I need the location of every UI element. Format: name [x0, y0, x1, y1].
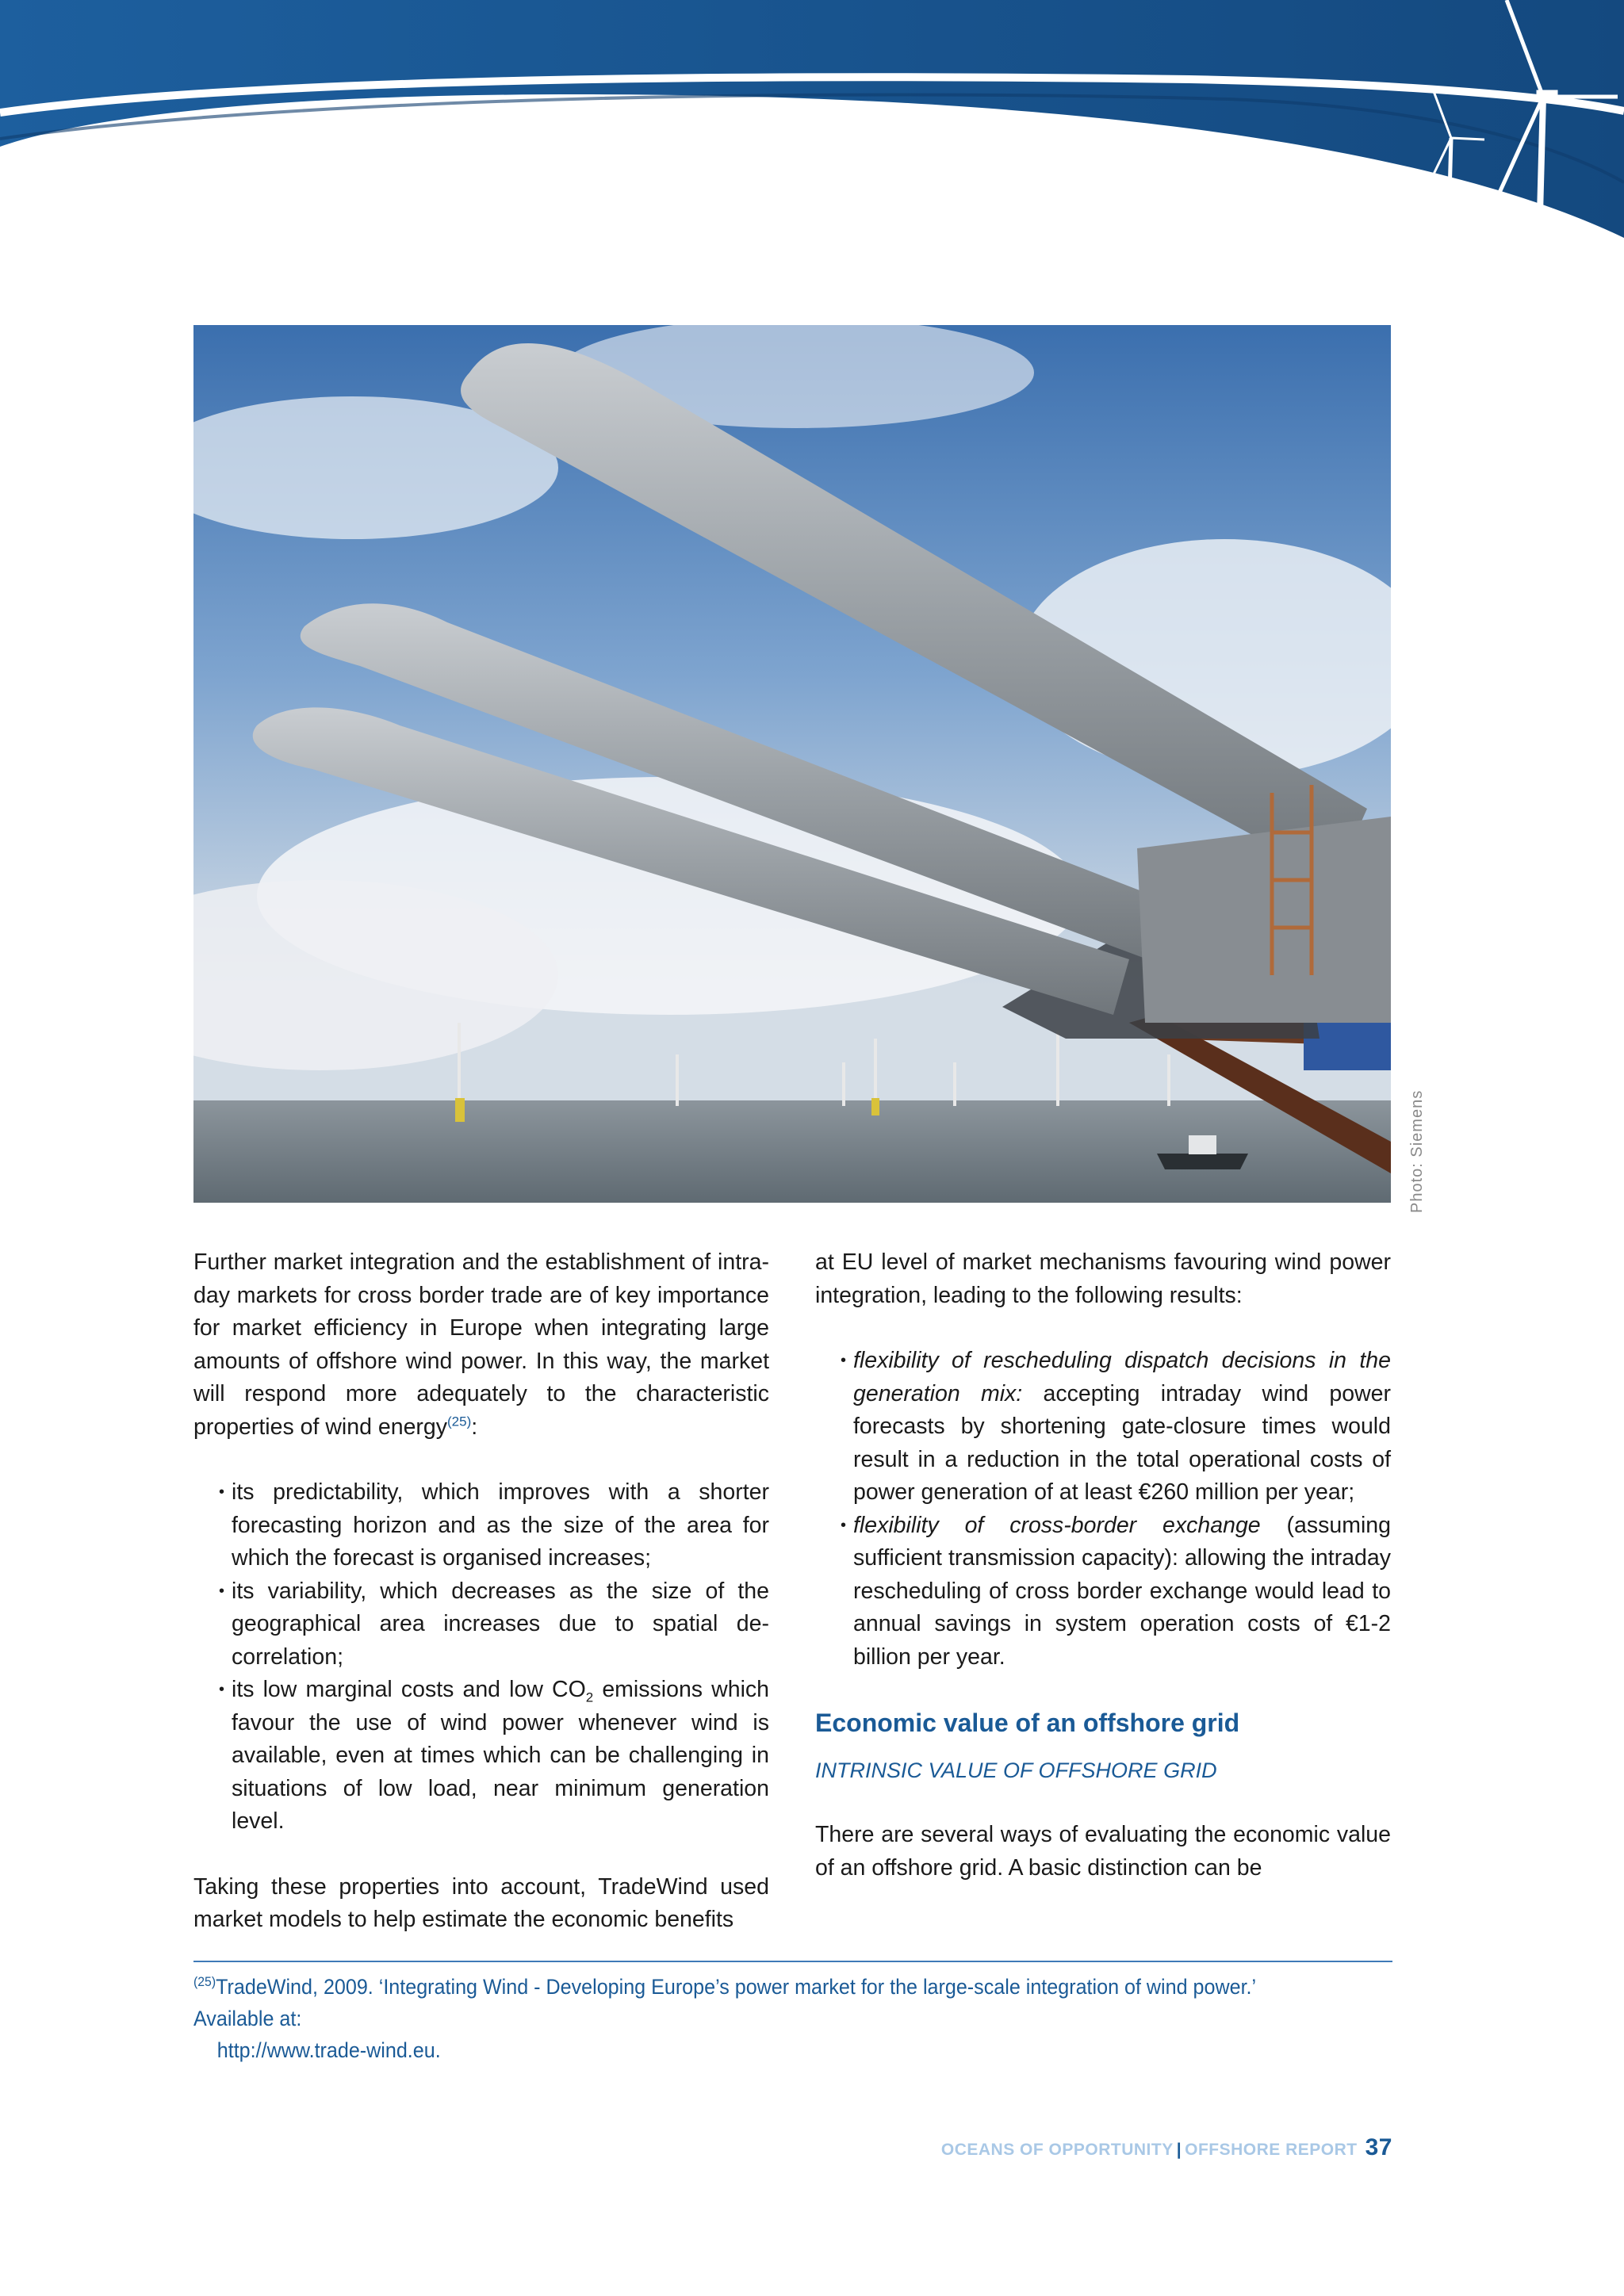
list-item: • its predictability, which improves with a shorter forecasting horizon and as the size of the area for which the forecast is organised increases;: [232, 1476, 769, 1575]
left-column: [193, 1246, 769, 1937]
list-item: • its variability, which decreases as the size of the geographical area increases due to spatial de-correlation;: [232, 1575, 769, 1674]
right-intro-paragraph: at EU level of market mechanisms favouring wind power integration, leading to the following results:: [815, 1249, 1391, 1308]
hero-photo: [193, 325, 1391, 1203]
list-item: • flexibility of cross-border exchange (assuming sufficient transmission capacity): allowing the intraday rescheduling of cross border exchange would lead to annual savings in system operation costs of €1-2 billion per year.: [853, 1510, 1391, 1674]
footnote-text: TradeWind, 2009. ‘Integrating Wind - Developing Europe’s power market for the large-scale integration of wind power.’ Available at:: [193, 1975, 1256, 2030]
page-number: 37: [1365, 2134, 1392, 2160]
photo-credit: Photo: Siemens: [1408, 1089, 1426, 1213]
sub-heading: INTRINSIC VALUE OF OFFSHORE GRID: [815, 1758, 1217, 1782]
section-heading: Economic value of an offshore grid: [815, 1709, 1240, 1737]
left-bullet-list: [193, 1476, 769, 1839]
right-column: [815, 1246, 1391, 1885]
right-closing-paragraph: There are several ways of evaluating the economic value of an offshore grid. A basic distinction can be: [815, 1822, 1391, 1881]
footnote-link[interactable]: http://www.trade-wind.eu.: [216, 2038, 441, 2062]
header-band: [0, 0, 1624, 254]
footer-title: OCEANS OF OPPORTUNITY: [940, 2141, 1174, 2159]
footer-subtitle: OFFSHORE REPORT: [1185, 2141, 1358, 2159]
footnote-number: (25): [193, 1974, 216, 1989]
footnote: [193, 1971, 1308, 2066]
footer-separator: |: [1176, 2141, 1182, 2159]
list-item: • flexibility of rescheduling dispatch decisions in the generation mix: accepting intraday wind power forecasts by shortening gate-closure times would result in a reduction in the total operational costs of power generation of at least €260 million per year;: [853, 1345, 1391, 1510]
page-footer: [941, 2134, 1392, 2161]
left-closing-paragraph: Taking these properties into account, TradeWind used market models to help estimate the economic benefits: [193, 1873, 769, 1932]
left-intro-paragraph: Further market integration and the establishment of intra-day markets for cross border trade are of key importance for market efficiency in Europe when integrating large amounts of offshore wind power. In this way, the market will respond more adequately to the characteristic properties of wind energy$^{(25)}$:: [193, 1249, 769, 1440]
list-item: • its low marginal costs and low $CO_2$ emissions which favour the use of wind power whenever wind is available, even at times which can be challenging in situations of low load, near minimum generation level.: [232, 1674, 769, 1839]
footnote-ref[interactable]: (25): [447, 1414, 472, 1429]
footnote-divider: [193, 1961, 1392, 1962]
right-bullet-list: [815, 1345, 1391, 1674]
